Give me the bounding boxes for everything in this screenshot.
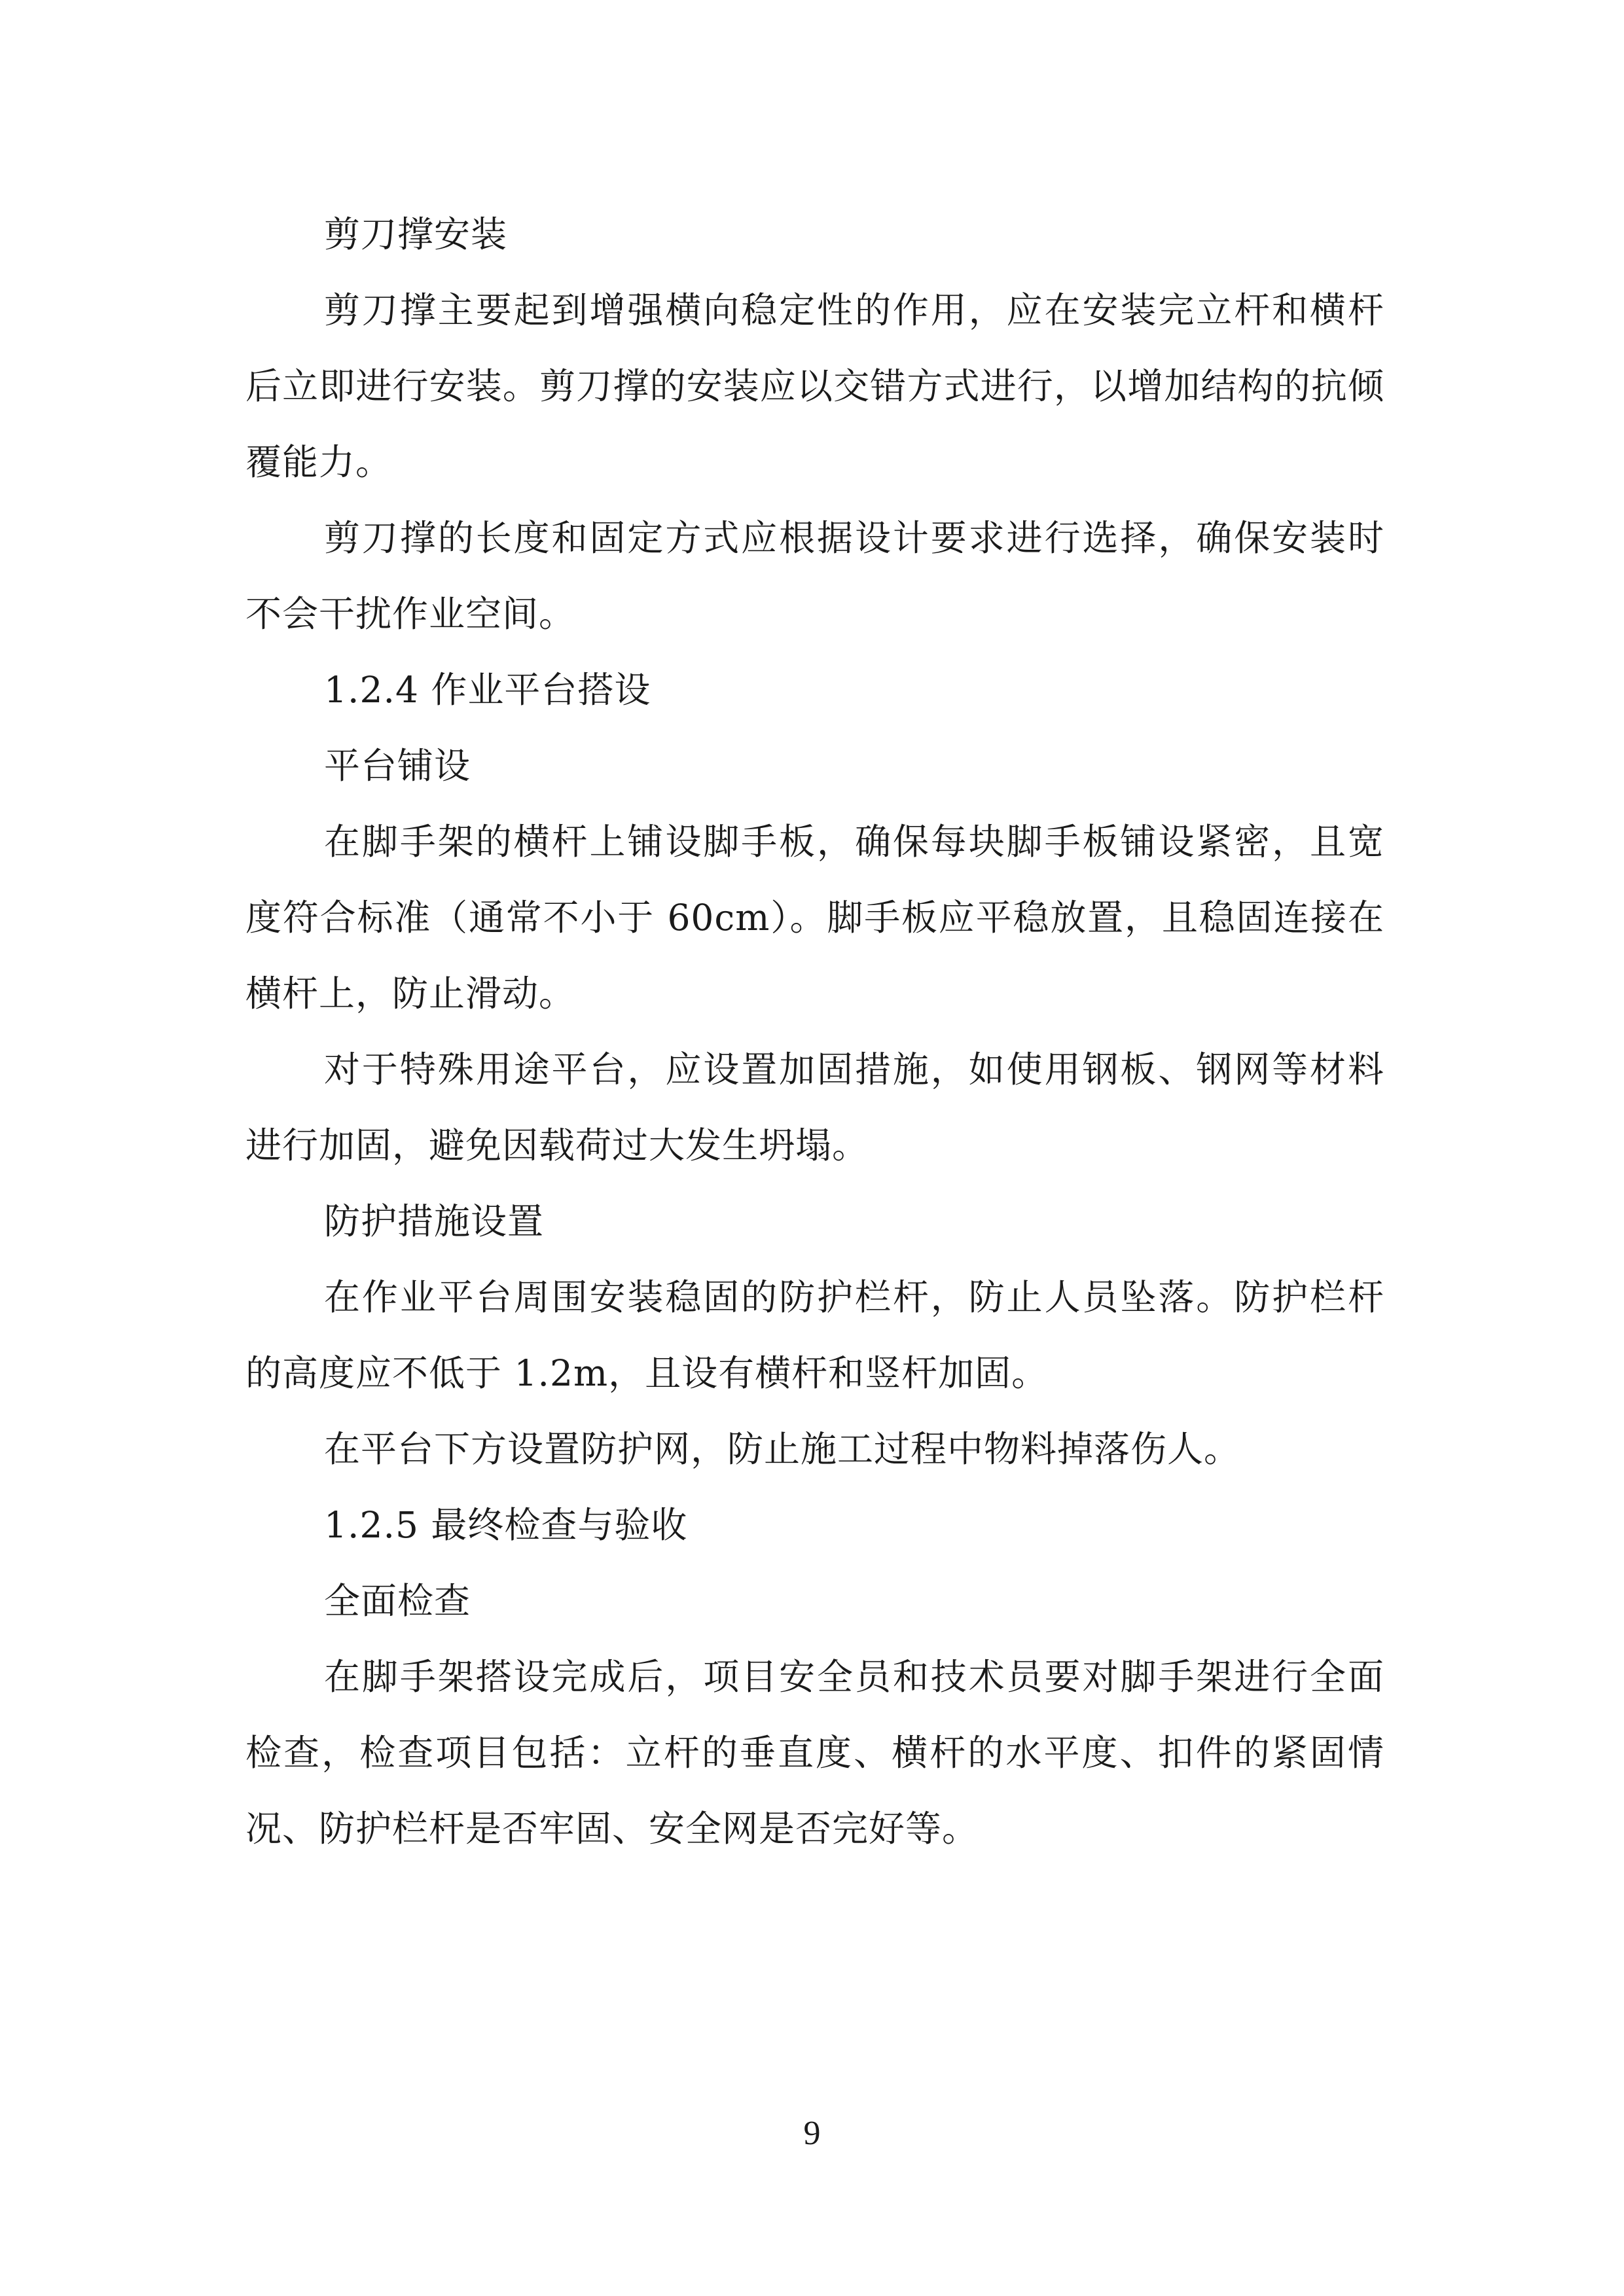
paragraph: 剪刀撑主要起到增强横向稳定性的作用，应在安装完立杆和横杆后立即进行安装。剪刀撑的安装应以交错方式进行，以增加结构的抗倾覆能力。: [245, 289, 1384, 483]
subheading-protection-measures: 防护措施设置: [324, 1200, 545, 1242]
subheading-full-inspection: 全面检查: [324, 1580, 471, 1622]
subheading-platform-laying: 平台铺设: [324, 745, 471, 787]
paragraph: 在作业平台周围安装稳固的防护栏杆，防止人员坠落。防护栏杆的高度应不低于 1.2m，且设有横杆和竖杆加固。: [245, 1276, 1384, 1394]
section-heading-1-2-5: 1.2.5 最终检查与验收: [324, 1504, 688, 1546]
paragraph: 在平台下方设置防护网，防止施工过程中物料掉落伤人。: [324, 1428, 1241, 1470]
section-heading-scissor-brace: 剪刀撑安装: [324, 213, 508, 255]
paragraph: 剪刀撑的长度和固定方式应根据设计要求进行选择，确保安装时不会干扰作业空间。: [245, 517, 1384, 635]
paragraph: 在脚手架的横杆上铺设脚手板，确保每块脚手板铺设紧密，且宽度符合标准（通常不小于 60cm）。脚手板应平稳放置，且稳固连接在横杆上，防止滑动。: [245, 821, 1384, 1014]
paragraph: 对于特殊用途平台，应设置加固措施，如使用钢板、钢网等材料进行加固，避免因载荷过大发生坍塌。: [245, 1049, 1384, 1166]
page-number: 9: [803, 2115, 821, 2152]
document-body: [245, 196, 1384, 1867]
paragraph: 在脚手架搭设完成后，项目安全员和技术员要对脚手架进行全面检查，检查项目包括：立杆的垂直度、横杆的水平度、扣件的紧固情况、防护栏杆是否牢固、安全网是否完好等。: [245, 1656, 1384, 1850]
section-heading-1-2-4: 1.2.4 作业平台搭设: [324, 669, 651, 711]
